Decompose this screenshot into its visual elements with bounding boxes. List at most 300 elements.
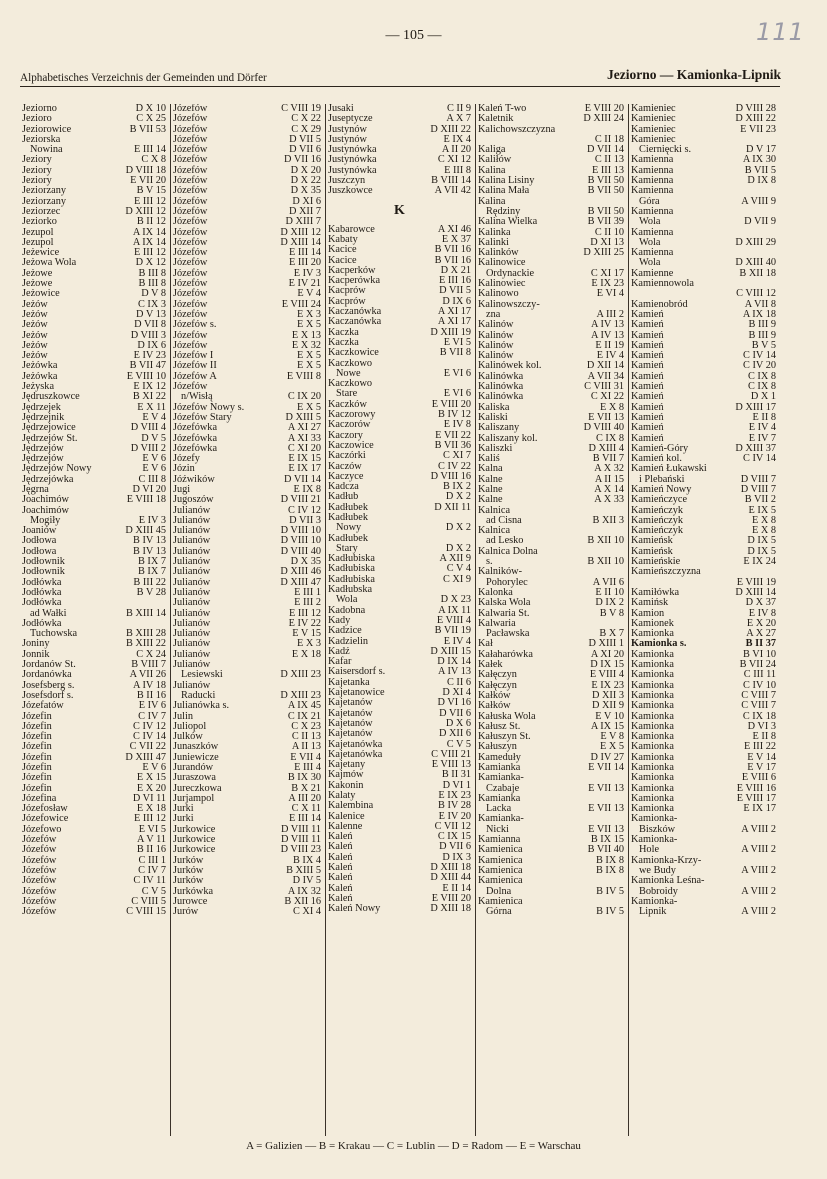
place-name: Mogiły bbox=[30, 514, 61, 526]
map-reference: E VIII 8 bbox=[286, 370, 321, 382]
place-name: Kalinówka bbox=[478, 370, 524, 382]
place-name: Józefów bbox=[173, 329, 208, 341]
place-name: Kalembina bbox=[328, 800, 374, 812]
map-reference: E IV 4 bbox=[748, 422, 776, 434]
place-name: Józefów bbox=[22, 834, 57, 846]
place-name: Józin bbox=[173, 463, 195, 475]
place-name: Jeżów bbox=[22, 319, 48, 331]
map-reference: B III 8 bbox=[138, 267, 166, 279]
place-name: Józefów Stary bbox=[173, 411, 232, 423]
place-name: Kamionka bbox=[631, 659, 674, 671]
place-name: Julianów bbox=[173, 638, 211, 650]
map-reference: C XI 20 bbox=[287, 442, 321, 454]
place-name: Julianów bbox=[173, 545, 211, 557]
map-reference: E VIII 19 bbox=[736, 576, 776, 588]
place-name: Józefów bbox=[173, 144, 208, 156]
map-reference: D VIII 21 bbox=[280, 494, 321, 506]
place-name: Justynówka bbox=[328, 164, 377, 176]
place-name: Kamień bbox=[631, 381, 664, 393]
place-name: Julianów bbox=[173, 525, 211, 537]
map-reference: D VIII 11 bbox=[280, 823, 321, 835]
place-name: Nowe bbox=[336, 367, 361, 379]
place-name: Józefówka bbox=[173, 442, 218, 454]
map-reference: E V 6 bbox=[142, 463, 166, 475]
map-reference: E III 14 bbox=[288, 247, 321, 259]
place-name: Kadcza bbox=[328, 481, 359, 493]
place-name: Kamionka- bbox=[631, 895, 678, 907]
place-name: Kaczowice bbox=[328, 439, 374, 451]
place-name: Kacice bbox=[328, 244, 357, 256]
place-name: Kajetanka bbox=[328, 676, 370, 688]
place-name: Górna bbox=[486, 906, 512, 918]
map-reference: A VIII 2 bbox=[741, 844, 776, 856]
map-reference: E X 37 bbox=[441, 233, 471, 245]
map-reference: E II 8 bbox=[752, 411, 776, 423]
place-name: Jezupol bbox=[22, 226, 54, 238]
place-name: Kamionek bbox=[631, 617, 674, 629]
place-name: Jodłówka bbox=[22, 576, 62, 588]
map-reference: C V 5 bbox=[446, 738, 471, 750]
map-reference: E IV 21 bbox=[288, 278, 321, 290]
place-name: Jurkowice bbox=[173, 844, 216, 856]
place-name: Juseptycze bbox=[328, 113, 373, 125]
place-name: Kamieńsk bbox=[631, 545, 673, 557]
place-name: Jeżów bbox=[22, 350, 48, 362]
place-name: Kalonka bbox=[478, 586, 513, 598]
map-reference: C IX 8 bbox=[747, 370, 776, 382]
place-name: Kamień-Góry bbox=[631, 442, 689, 454]
place-name: Jędruszkowce bbox=[22, 391, 80, 403]
map-reference: E III 13 bbox=[591, 164, 624, 176]
place-name: Kałęczyn bbox=[478, 679, 517, 691]
index-entry bbox=[629, 320, 778, 330]
map-reference: B VII 50 bbox=[587, 205, 624, 217]
place-name: Kamieńczyce bbox=[631, 494, 688, 506]
place-name: Kamionka bbox=[631, 628, 674, 640]
place-name: Jędrzejowice bbox=[22, 422, 76, 434]
map-reference: D X 1 bbox=[750, 391, 776, 403]
index-entry bbox=[629, 598, 778, 608]
map-reference: B VII 8 bbox=[439, 347, 471, 359]
map-reference: D XII 11 bbox=[434, 501, 471, 513]
map-reference: C XI 22 bbox=[590, 391, 624, 403]
map-reference: E V 17 bbox=[747, 762, 776, 773]
place-name: Jodłówka bbox=[22, 617, 62, 629]
map-reference: D VIII 28 bbox=[735, 104, 776, 114]
place-name: Kaliszany bbox=[478, 422, 520, 434]
place-name: Raducki bbox=[181, 689, 216, 701]
place-name: Jureczkowa bbox=[173, 782, 222, 794]
map-reference: B XIII 14 bbox=[125, 607, 166, 619]
map-reference: A IX 45 bbox=[287, 700, 321, 712]
place-name: Kaczory bbox=[328, 429, 363, 441]
map-reference: E IV 7 bbox=[748, 432, 776, 444]
place-name: Józefowice bbox=[22, 813, 69, 825]
map-reference: C X 22 bbox=[291, 113, 321, 125]
map-reference: D VI 20 bbox=[132, 483, 166, 495]
place-name: Józefin bbox=[22, 741, 52, 753]
place-name: Józefin bbox=[22, 782, 52, 794]
place-name: Jurkówka bbox=[173, 885, 214, 897]
place-name: Kamień bbox=[631, 422, 664, 434]
place-name: Kamionka bbox=[631, 710, 674, 722]
running-title: Alphabetisches Verzeichnis der Gemeinden und Dörfer bbox=[20, 72, 267, 84]
place-name: Józefów bbox=[173, 175, 208, 187]
place-name: Jeziorzany bbox=[22, 195, 67, 207]
place-name: Jugoszów bbox=[173, 494, 214, 506]
place-name: Jurków bbox=[173, 854, 204, 866]
place-name: Kamieniec bbox=[631, 123, 676, 135]
place-name: Kamianka bbox=[478, 762, 521, 773]
map-reference: B IV 5 bbox=[596, 885, 624, 897]
place-name: i Plebański bbox=[639, 473, 685, 485]
map-reference: C IV 10 bbox=[743, 679, 776, 691]
map-reference: A V 11 bbox=[137, 834, 166, 846]
place-name: Pohorylec bbox=[486, 576, 528, 588]
map-reference: D VII 14 bbox=[284, 473, 321, 485]
place-name: Jeżowa Wola bbox=[22, 257, 77, 269]
place-name: Jurjampol bbox=[173, 792, 215, 804]
map-reference: B IX 7 bbox=[137, 566, 166, 578]
map-reference: D XIII 7 bbox=[285, 216, 321, 228]
map-reference: C IV 7 bbox=[138, 864, 166, 876]
place-name: Kamienica bbox=[478, 864, 523, 876]
index-entry bbox=[629, 423, 778, 433]
place-name: Józefów bbox=[173, 298, 208, 310]
map-reference: E VIII 17 bbox=[736, 792, 776, 804]
place-name: Kaczanówka bbox=[328, 316, 382, 328]
place-name: Kalna bbox=[478, 463, 503, 475]
map-reference: E II 19 bbox=[595, 339, 624, 351]
map-reference: B IX 15 bbox=[590, 834, 624, 846]
map-reference: C IX 18 bbox=[742, 710, 776, 722]
map-reference: C VIII 19 bbox=[281, 104, 321, 114]
index-entry bbox=[20, 701, 168, 711]
place-name: Kamień bbox=[631, 308, 664, 320]
place-name: Kalne bbox=[478, 494, 503, 506]
map-reference: E V 8 bbox=[600, 731, 624, 743]
place-name: Kaczorowy bbox=[328, 409, 376, 421]
map-reference: C II 13 bbox=[291, 731, 321, 743]
map-reference: D X 22 bbox=[290, 175, 321, 187]
place-name: Kadłubek bbox=[328, 501, 369, 513]
place-name: Józefów bbox=[173, 195, 208, 207]
map-reference: E III 2 bbox=[294, 597, 321, 609]
map-reference: B III 9 bbox=[748, 329, 776, 341]
map-reference: E IV 20 bbox=[438, 810, 471, 822]
map-reference: C XI 4 bbox=[292, 906, 321, 918]
map-reference: B XIII 22 bbox=[125, 638, 166, 650]
map-reference: D XIII 40 bbox=[735, 257, 776, 269]
place-name: Jurów bbox=[173, 906, 199, 918]
place-name: Kaczyce bbox=[328, 470, 364, 482]
place-name: Kalinów bbox=[478, 350, 514, 362]
place-name: Nicki bbox=[486, 823, 509, 835]
map-reference: B VIII 14 bbox=[431, 175, 471, 187]
index-entry bbox=[326, 451, 473, 461]
place-name: Kalina bbox=[478, 164, 506, 176]
place-name: Józefów bbox=[173, 226, 208, 238]
place-name: Kaczkowo bbox=[328, 357, 373, 369]
map-reference: D XIII 14 bbox=[735, 586, 776, 598]
region-legend: A = Galizien — B = Krakau — C = Lublin — D = Radom — E = Warschau bbox=[246, 1140, 581, 1152]
map-reference: E IX 15 bbox=[288, 453, 321, 465]
map-reference: D XIII 25 bbox=[583, 247, 624, 259]
map-reference: E II 14 bbox=[442, 882, 471, 894]
map-reference: B IX 8 bbox=[595, 864, 624, 876]
map-reference: E X 5 bbox=[296, 319, 321, 331]
map-reference: E VII 23 bbox=[740, 123, 776, 135]
place-name: Ciernięcki s. bbox=[639, 144, 692, 156]
map-reference: D XIII 46 bbox=[280, 566, 321, 578]
map-reference: A II 15 bbox=[594, 473, 624, 485]
map-reference: C XI 9 bbox=[442, 573, 471, 585]
map-reference: B VII 39 bbox=[587, 216, 624, 228]
place-name: Kadzielin bbox=[328, 635, 369, 647]
place-name: Kajetanów bbox=[328, 697, 373, 709]
place-name: Kadź bbox=[328, 645, 350, 657]
map-reference: E X 5 bbox=[296, 401, 321, 413]
place-name: Kaliski bbox=[478, 411, 508, 423]
map-reference: D IX 5 bbox=[747, 535, 776, 547]
place-name: Kalne bbox=[478, 473, 503, 485]
place-name: Kadłubiska bbox=[328, 563, 375, 575]
place-name: Józefów bbox=[173, 154, 208, 166]
map-reference: C VIII 15 bbox=[126, 906, 166, 918]
index-entry bbox=[476, 320, 626, 330]
map-reference: D VIII 10 bbox=[280, 535, 321, 547]
map-reference: D IX 5 bbox=[747, 545, 776, 557]
map-reference: E VIII 10 bbox=[126, 370, 166, 382]
index-entry bbox=[20, 907, 168, 917]
place-name: Justynów bbox=[328, 123, 367, 135]
place-name: s. bbox=[486, 556, 493, 568]
place-name: Kalwaria bbox=[478, 617, 516, 629]
map-reference: B IV 12 bbox=[438, 409, 471, 421]
place-name: Kamianka- bbox=[478, 772, 524, 784]
map-reference: E IX 17 bbox=[288, 463, 321, 475]
place-name: Kamienica bbox=[478, 854, 523, 866]
place-name: Julianów bbox=[173, 628, 211, 640]
map-reference: B IX 7 bbox=[137, 556, 166, 568]
place-name: Juliopol bbox=[173, 720, 207, 732]
index-entry bbox=[171, 598, 323, 608]
place-name: Józefów bbox=[22, 885, 57, 897]
place-name: Kamion bbox=[631, 607, 665, 619]
place-name: Kalinówek kol. bbox=[478, 360, 542, 372]
place-name: Jodłownik bbox=[22, 556, 65, 568]
map-reference: D XIII 23 bbox=[280, 669, 321, 681]
map-reference: E V 15 bbox=[292, 628, 321, 640]
place-name: Kamienna bbox=[631, 247, 674, 259]
place-name: Kamienica bbox=[478, 875, 523, 887]
place-name: Julianów bbox=[173, 659, 211, 671]
map-reference: A VII 34 bbox=[587, 370, 624, 382]
index-entry bbox=[171, 701, 323, 711]
map-reference: D XIII 45 bbox=[125, 525, 166, 537]
map-reference: C IV 7 bbox=[138, 710, 166, 722]
place-name: Juraszowa bbox=[173, 772, 216, 784]
map-reference: C IX 8 bbox=[747, 381, 776, 393]
place-name: Julianówka s. bbox=[173, 700, 230, 712]
place-name: Jędrzejek bbox=[22, 401, 61, 413]
map-reference: A X 7 bbox=[446, 113, 471, 125]
place-name: Jurków bbox=[173, 875, 204, 887]
place-name: Jędrzejówka bbox=[22, 473, 74, 485]
place-name: Kajetanów bbox=[328, 707, 373, 719]
map-reference: A VII 8 bbox=[744, 298, 776, 310]
place-name: Kalinówka bbox=[478, 391, 524, 403]
map-reference: E VIII 20 bbox=[584, 104, 624, 114]
index-entry bbox=[171, 423, 323, 433]
place-name: Kadłubiska bbox=[328, 573, 375, 585]
place-name: Kamionka bbox=[631, 669, 674, 681]
place-name: Julianów bbox=[173, 535, 211, 547]
place-name: Kalinówka bbox=[478, 381, 524, 393]
map-reference: C VII 12 bbox=[434, 820, 471, 832]
index-column-1 bbox=[20, 104, 171, 1136]
map-reference: A XI 27 bbox=[287, 422, 321, 434]
place-name: Kaczorów bbox=[328, 419, 371, 431]
map-reference: A IX 15 bbox=[590, 720, 624, 732]
place-name: Jędrzejów St. bbox=[22, 432, 78, 444]
map-reference: E V 4 bbox=[297, 288, 321, 300]
place-name: Józefów A bbox=[173, 370, 217, 382]
place-name: Jeziory bbox=[22, 175, 52, 187]
map-reference: C IV 11 bbox=[133, 875, 166, 887]
map-reference: D VII 5 bbox=[289, 133, 321, 145]
place-name: Wola bbox=[639, 216, 661, 228]
map-reference: E X 15 bbox=[136, 772, 166, 784]
map-reference: B III 8 bbox=[138, 278, 166, 290]
map-reference: C IX 3 bbox=[137, 298, 166, 310]
map-reference: C II 13 bbox=[594, 154, 624, 166]
place-name: Kaliszany kol. bbox=[478, 432, 538, 444]
map-reference: A X 33 bbox=[594, 494, 624, 506]
place-name: Julianów bbox=[173, 514, 211, 526]
map-reference: D XIII 15 bbox=[430, 645, 471, 657]
map-reference: E X 11 bbox=[137, 401, 166, 413]
map-reference: C VII 22 bbox=[129, 741, 166, 753]
place-name: Jurki bbox=[173, 813, 194, 825]
map-reference: A II 20 bbox=[441, 144, 471, 156]
map-reference: C X 23 bbox=[291, 720, 321, 732]
place-name: Józefatów bbox=[22, 700, 64, 712]
map-reference: D V 13 bbox=[136, 308, 166, 320]
map-reference: E VII 13 bbox=[588, 782, 624, 794]
map-reference: C II 18 bbox=[594, 133, 624, 145]
map-reference: D XII 9 bbox=[591, 700, 624, 712]
place-name: Kaczków bbox=[328, 398, 367, 410]
place-name: Kałków bbox=[478, 689, 511, 701]
index-entry bbox=[476, 598, 626, 608]
map-reference: D IV 5 bbox=[292, 875, 321, 887]
map-reference: B V 15 bbox=[136, 185, 166, 197]
map-reference: B VII 24 bbox=[739, 659, 776, 671]
map-reference: D VII 6 bbox=[439, 707, 471, 719]
place-name: Kalenne bbox=[328, 820, 363, 832]
map-reference: C IX 15 bbox=[437, 831, 471, 843]
map-reference: B V 5 bbox=[751, 339, 776, 351]
place-name: Kamionka bbox=[631, 679, 674, 691]
map-reference: C VIII 7 bbox=[741, 689, 776, 701]
map-reference: D IX 15 bbox=[590, 659, 624, 671]
map-reference: D XII 3 bbox=[591, 689, 624, 701]
map-reference: E IX 24 bbox=[743, 556, 776, 568]
map-reference: D XIII 47 bbox=[280, 576, 321, 588]
map-reference: E IX 23 bbox=[438, 790, 471, 801]
map-reference: A IV 18 bbox=[133, 679, 166, 691]
map-reference: C X 29 bbox=[291, 123, 321, 135]
place-name: Kamień bbox=[631, 370, 664, 382]
map-reference: A IV 13 bbox=[591, 319, 624, 331]
map-reference: D VIII 4 bbox=[130, 422, 166, 434]
index-entry bbox=[476, 907, 626, 917]
map-reference: D XIII 37 bbox=[735, 442, 776, 454]
map-reference: A VII 42 bbox=[434, 185, 471, 197]
place-name: Józefów II bbox=[173, 360, 217, 372]
place-name: Kamienna bbox=[631, 154, 674, 166]
place-name: Kadłubek bbox=[328, 511, 369, 523]
map-reference: C III 11 bbox=[743, 669, 776, 681]
index-entry bbox=[20, 320, 168, 330]
map-reference: D X 10 bbox=[135, 104, 166, 114]
map-reference: E IV 3 bbox=[138, 514, 166, 526]
place-name: Kalinów bbox=[478, 329, 514, 341]
place-name: Kamianka bbox=[478, 792, 521, 804]
map-reference: E X 18 bbox=[291, 648, 321, 660]
map-reference: D VIII 40 bbox=[583, 422, 624, 434]
map-reference: B VII 47 bbox=[129, 360, 166, 372]
place-name: Kalinowo bbox=[478, 288, 519, 300]
place-name: Józefów I bbox=[173, 350, 214, 362]
place-name: Kalina bbox=[478, 195, 506, 207]
place-name: Kamieniec bbox=[631, 104, 676, 114]
map-reference: D XII 14 bbox=[586, 360, 624, 372]
map-reference: E X 3 bbox=[296, 308, 321, 320]
map-reference: B VII 5 bbox=[744, 164, 776, 176]
place-name: Józefówka bbox=[173, 422, 218, 434]
map-reference: C VIII 31 bbox=[584, 381, 624, 393]
place-name: Czabaje bbox=[486, 782, 520, 794]
map-reference: E IX 23 bbox=[591, 679, 624, 691]
map-reference: E IV 22 bbox=[288, 617, 321, 629]
map-reference: D IX 6 bbox=[442, 295, 471, 307]
map-reference: A III 20 bbox=[288, 792, 321, 804]
map-reference: C X 25 bbox=[136, 113, 166, 125]
place-name: Wola bbox=[639, 236, 661, 248]
place-name: Bobroidy bbox=[639, 885, 678, 897]
place-name: Kalników- bbox=[478, 566, 523, 578]
map-reference: E X 5 bbox=[599, 741, 624, 753]
place-name: Kamienica bbox=[478, 895, 523, 907]
place-name: Jodłownik bbox=[22, 566, 65, 578]
map-reference: B VI 10 bbox=[743, 648, 776, 660]
map-reference: D XIII 12 bbox=[280, 226, 321, 238]
place-name: Justynówka bbox=[328, 144, 377, 156]
map-reference: B IX 30 bbox=[287, 772, 321, 784]
place-name: Justynówka bbox=[328, 154, 377, 166]
place-name: Kajetanów bbox=[328, 717, 373, 729]
map-reference: A XI 33 bbox=[287, 432, 321, 444]
map-reference: D VI 11 bbox=[132, 792, 166, 804]
place-name: Kalnica Dolna bbox=[478, 545, 538, 557]
place-name: Józefosław bbox=[22, 803, 68, 815]
map-reference: E X 13 bbox=[291, 329, 321, 341]
place-name: Julianów bbox=[173, 556, 211, 568]
place-name: Józefów bbox=[173, 216, 208, 228]
map-reference: E III 12 bbox=[288, 607, 321, 619]
